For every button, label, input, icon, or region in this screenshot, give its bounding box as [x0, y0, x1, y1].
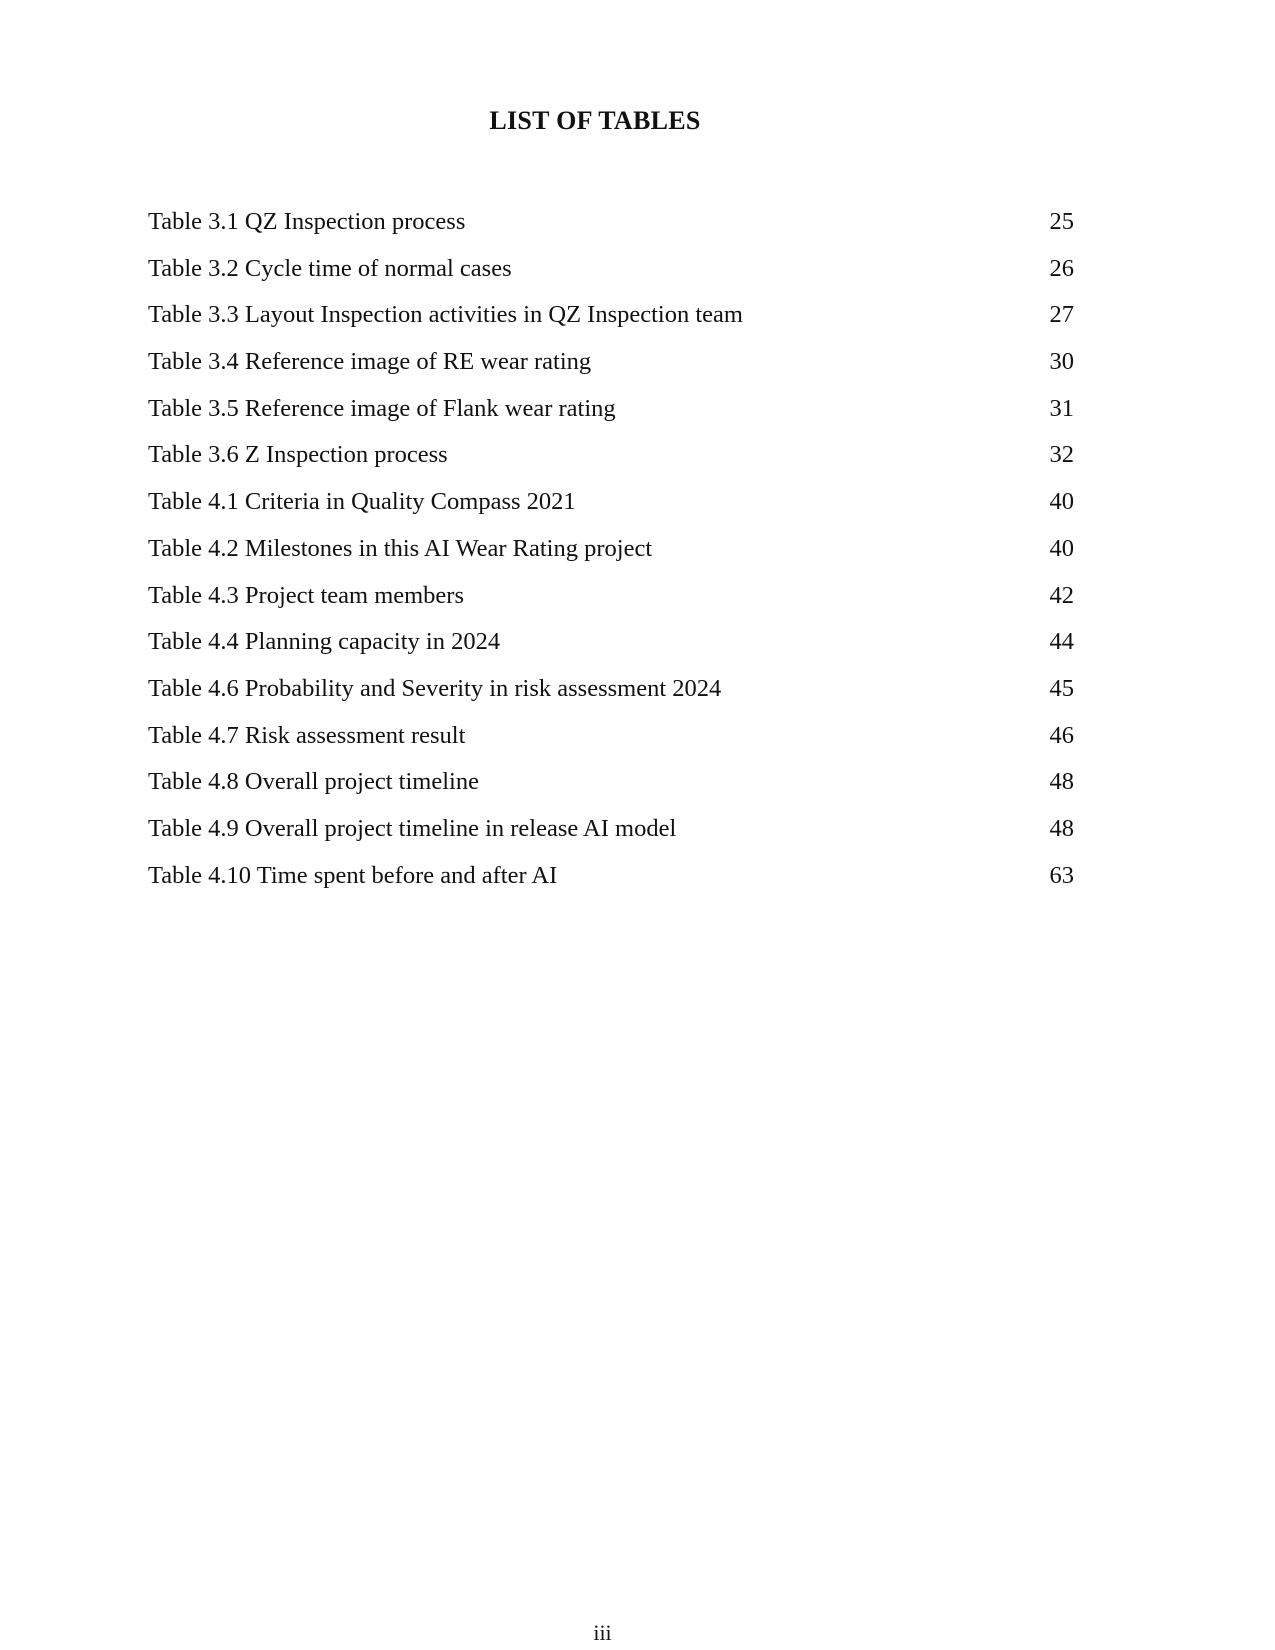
entry-title: Table 3.6 Z Inspection process [148, 441, 448, 469]
page-number: iii [593, 1620, 612, 1645]
page-title: LIST OF TABLES [489, 106, 701, 135]
entry-title: Table 3.5 Reference image of Flank wear rating [148, 394, 616, 422]
entry-title: Table 4.8 Overall project timeline [148, 768, 479, 796]
entry-title: Table 3.4 Reference image of RE wear rating [148, 348, 592, 376]
list-item[interactable] [148, 301, 1074, 348]
list-item[interactable] [148, 582, 1074, 629]
entry-title: Table 4.4 Planning capacity in 2024 [148, 628, 501, 656]
entry-page-number: 26 [1049, 254, 1074, 282]
list-item[interactable] [148, 862, 1074, 909]
list-item[interactable] [148, 675, 1074, 722]
list-item[interactable] [148, 628, 1074, 675]
entry-page-number: 40 [1049, 488, 1074, 516]
entry-page-number: 42 [1049, 581, 1074, 609]
entry-title: Table 4.2 Milestones in this AI Wear Rating project [148, 534, 653, 562]
list-item[interactable] [148, 722, 1074, 769]
entry-page-number: 48 [1049, 768, 1074, 796]
entry-page-number: 63 [1049, 861, 1074, 889]
entry-title: Table 4.7 Risk assessment result [148, 721, 466, 749]
entry-page-number: 32 [1049, 441, 1074, 469]
list-item[interactable] [148, 768, 1074, 815]
entry-title: Table 4.10 Time spent before and after AI [148, 861, 558, 889]
list-item[interactable] [148, 348, 1074, 395]
entry-page-number: 40 [1049, 534, 1074, 562]
entry-page-number: 30 [1049, 348, 1074, 376]
entry-page-number: 44 [1049, 628, 1074, 656]
list-item[interactable] [148, 441, 1074, 488]
entry-page-number: 27 [1049, 301, 1074, 329]
entry-page-number: 25 [1049, 208, 1074, 235]
entry-page-number: 46 [1049, 721, 1074, 749]
entry-title: Table 3.2 Cycle time of normal cases [148, 254, 512, 282]
list-item[interactable] [148, 815, 1074, 862]
entry-title: Table 4.1 Criteria in Quality Compass 2021 [148, 488, 576, 516]
list-item[interactable] [148, 488, 1074, 535]
list-item[interactable] [148, 395, 1074, 442]
list-item[interactable] [148, 535, 1074, 582]
entry-title: Table 3.1 QZ Inspection process [148, 208, 466, 235]
entry-title: Table 4.3 Project team members [148, 581, 464, 609]
list-item[interactable] [148, 255, 1074, 302]
entry-page-number: 31 [1049, 394, 1074, 422]
entry-title: Table 3.3 Layout Inspection activities in QZ Inspection team [148, 301, 743, 329]
entry-title: Table 4.9 Overall project timeline in release AI model [148, 814, 677, 842]
table-list [148, 208, 1074, 908]
entry-page-number: 48 [1049, 814, 1074, 842]
list-item[interactable] [148, 208, 1074, 255]
entry-title: Table 4.6 Probability and Severity in risk assessment 2024 [148, 674, 722, 702]
entry-page-number: 45 [1049, 674, 1074, 702]
